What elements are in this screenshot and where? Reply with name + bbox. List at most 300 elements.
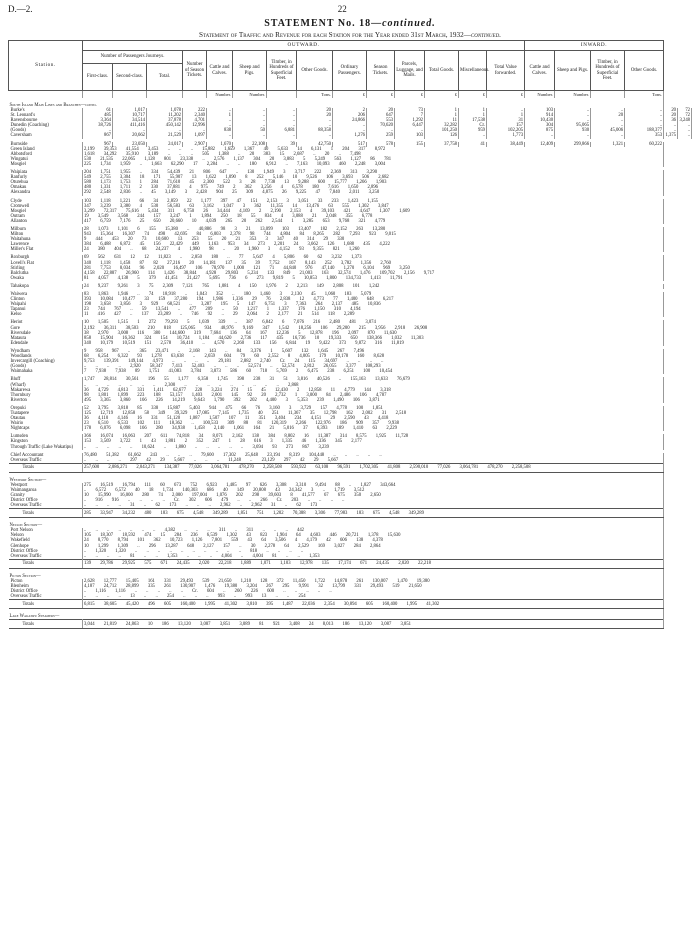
table-cell-values: 23 744 767 .. 59 13,541 .. 477 209 .. 50 1,217 1 1,337 176 1,150 310 4,194 bbox=[83, 307, 664, 312]
station-name: Overseas Traffic bbox=[9, 554, 83, 560]
table-cell-values: 384 6,488 6,872 45 156 22,429 449 1,163 953 34 273 2,201 24 3,662 126 1,688 435 4,222 bbox=[83, 242, 664, 247]
table-cell: 38,449 bbox=[487, 142, 525, 147]
table-cell-values: .. .. .. .. 81 .. .. 1,353 .. .. .. 4,004 .. 4,004 81 .. .. 1,353 bbox=[83, 554, 664, 560]
table-cell: 3,248 bbox=[679, 118, 690, 124]
table-cell: 39 bbox=[267, 142, 297, 147]
section-heading: Picton Section— bbox=[9, 568, 664, 579]
table-cell: .. bbox=[664, 123, 678, 128]
traffic-revenue-table bbox=[8, 40, 692, 629]
table-cell: 647 bbox=[367, 113, 395, 118]
station-name: Orepuki bbox=[9, 406, 83, 411]
table-cell: 20 bbox=[367, 108, 395, 113]
table-cell-values: 125 12,719 12,858 58 349 39,329 17,085 7,145 1,735 40 251 11,367 35 12,798 162 2,002 31 2,518 bbox=[83, 411, 664, 416]
col-total-passengers: Total. bbox=[147, 64, 183, 91]
table-cell: 1 bbox=[487, 113, 525, 118]
table-cell: .. bbox=[367, 128, 395, 133]
station-name: Tapanui bbox=[9, 307, 83, 312]
table-cell: .. bbox=[487, 108, 525, 113]
station-name: Roxburgh bbox=[9, 255, 83, 260]
unit-label: Number. bbox=[207, 91, 233, 99]
table-cell: 34,514 bbox=[113, 118, 147, 123]
table-cell: 11 bbox=[425, 118, 459, 123]
table-cell: 12,996 bbox=[183, 123, 207, 128]
table-cell: 20 bbox=[297, 113, 333, 118]
station-name: Abbotsford bbox=[9, 152, 83, 157]
table-cell-values: 281 7,753 8,034 96 2,020 16,497 106 78,970 1,000 121 71 44,840 976 47,140 1,270 6,104 969 3,250 bbox=[83, 266, 664, 271]
table-cell-values: 81 4,057 4,138 5 379 41,451 21,427 5,695 736 6 273 9,819 5 10,853 1,800 134,733 1,413 11,791 bbox=[83, 276, 664, 281]
unit-label: £ bbox=[487, 91, 525, 99]
station-name: Oturehua bbox=[9, 180, 83, 185]
table-cell: .. bbox=[113, 128, 147, 133]
col-sheep: Sheep and Pigs. bbox=[233, 51, 267, 91]
table-cell: 10,430 bbox=[525, 118, 555, 123]
table-cell: 6,447 bbox=[395, 123, 425, 128]
table-cell-values: 36 4,729 4,813 331 1,411 62,677 228 3,224 274 15 45 12,430 2 12,858 11 4,779 144 3,318 bbox=[83, 388, 664, 393]
station-name: Overseas Traffic bbox=[9, 503, 83, 509]
table-cell: 304 bbox=[525, 123, 555, 128]
table-cell: .. bbox=[297, 123, 333, 128]
section-heading: Westport Section— bbox=[9, 472, 664, 483]
station-name: Omakau bbox=[9, 185, 83, 190]
table-cell: 50 bbox=[233, 128, 267, 133]
table-cell: 3,364 bbox=[83, 118, 113, 123]
table-cell: 12,409 bbox=[525, 142, 555, 147]
table-cell: .. bbox=[233, 133, 267, 138]
table-cell-values: .. 1,320 1,320 .. .. .. .. .. .. .. .. .. .. 818 .. .. .. .. bbox=[83, 549, 664, 554]
station-name: Caversham bbox=[9, 133, 83, 138]
table-cell: .. bbox=[267, 118, 297, 123]
table-cell-values: 858 15,904 16,362 324 154 10,724 1,184 44,620 2,736 117 435 16,736 10 19,333 650 138,366 1,032 11,303 bbox=[83, 336, 664, 341]
table-cell-values: 257,600 2,086,271 2,043,271 134,387 77,026 3,064,781 478,270 2,258,508 593,922 63,108 96,591 1,702,305 41,808 2,590,010 77,026 3,064,781 478,270 2,258,508 bbox=[83, 463, 664, 472]
table-cell-values: 52 3,795 3,818 85 338 15,887 5,403 944 475 66 76 3,160 3 3,729 157 4,778 100 1,851 bbox=[83, 406, 664, 411]
table-cell: 1,292 bbox=[395, 118, 425, 123]
table-cell: 155 bbox=[395, 142, 425, 147]
table-cell: .. bbox=[233, 118, 267, 123]
table-cell: 450,142 bbox=[147, 123, 183, 128]
station-name: Lawrence bbox=[9, 242, 83, 247]
table-cell: 21,529 bbox=[147, 133, 183, 138]
table-cell: 70,620 bbox=[367, 123, 395, 128]
table-cell-values: 285 33,947 34,232 480 183 675 4,548 349,289 1,851 751 1,202 70,388 3,306 77,983 183 675 4,548 349,289 bbox=[83, 509, 664, 518]
table-cell-values: .. .. .. .. 2,920 58,347 7,413 52,403 .. .. .. 52,574 .. 52,574 2,812 26,055 3,377 108,293 bbox=[83, 364, 664, 369]
table-cell: 72 bbox=[678, 108, 692, 113]
station-name: Kingston bbox=[9, 439, 83, 444]
table-cell-values: 417 6,759 7,176 25 650 20,660 10 4,039 265 20 262 2,544 1 3,285 653 9,768 321 4,779 bbox=[83, 219, 664, 224]
table-cell-values: 178 6,076 6,098 166 280 34,938 1,458 2,140 1,061 164 21 5,016 37 6,393 189 1,410 63 2,229 bbox=[83, 426, 664, 431]
page-header bbox=[8, 4, 692, 16]
station-name: Owaka bbox=[9, 276, 83, 281]
station-name: Wyndham bbox=[9, 349, 83, 354]
section-heading: South Island Main Lines and Branches—contd. bbox=[9, 98, 664, 108]
table-cell: 20 bbox=[591, 113, 625, 118]
station-name: Alexandra bbox=[9, 190, 83, 195]
station-name: Balclutha bbox=[9, 271, 83, 276]
table-cell: 20,662 bbox=[113, 133, 147, 138]
table-cell-values: 4,187 24,712 28,899 335 261 130,907 1,476 19,380 3,204 267 295 9,991 32 13,799 331 29,493 519 21,650 bbox=[83, 584, 664, 589]
section-heading: Nelson Section— bbox=[9, 518, 664, 529]
table-cell: .. bbox=[625, 123, 664, 128]
table-cell-values: 6,815 38,605 45,420 496 605 160,400 1,995 41,302 3,810 395 1,487 22,036 2,354 30,894 605 160,400 1,995 41,302 bbox=[83, 600, 664, 609]
table-cell: 353 bbox=[625, 133, 664, 138]
table-cell: 95,065 bbox=[555, 123, 591, 128]
station-name: Lovell's Flat bbox=[9, 261, 83, 266]
station-name: St. Leonard's bbox=[9, 113, 83, 118]
table-cell: 10,717 bbox=[113, 113, 147, 118]
table-cell: .. bbox=[267, 108, 297, 113]
table-cell: 1,078 bbox=[147, 108, 183, 113]
table-cell: 2 bbox=[333, 108, 367, 113]
table-cell: .. bbox=[297, 133, 333, 138]
station-name: District Office bbox=[9, 498, 83, 503]
station-name: Mataura bbox=[9, 336, 83, 341]
unit-label: Tons. bbox=[297, 91, 333, 99]
station-name: Invercargill (Coaching) bbox=[9, 359, 83, 364]
table-cell-values: 4,158 22,887 26,960 114 1,426 38,844 4,928 29,803 5,234 133 849 21,003 163 32,574 1,476 109,702 2,156 9,717 bbox=[83, 271, 664, 276]
table-cell-values: .. .. .. .. .. 10,624 .. 1,880 .. .. .. .. .. 3,694 93 273 867 3,239 bbox=[83, 445, 664, 450]
table-cell: .. bbox=[625, 108, 664, 113]
station-name: Heriot bbox=[9, 320, 83, 325]
col-ordinary-passengers: Ordinary Passengers. bbox=[333, 51, 367, 91]
unit-label: £ bbox=[459, 91, 487, 99]
table-cell: 1 bbox=[207, 113, 233, 118]
station-name: Glenhope bbox=[9, 544, 83, 549]
table-cell: 37,878 bbox=[147, 118, 183, 123]
table-cell: .. bbox=[591, 123, 625, 128]
station-name: Miller's Flat bbox=[9, 247, 83, 252]
table-cell: 36 bbox=[664, 118, 678, 123]
table-cell-values: 68 6,254 6,322 93 1,278 63,638 .. 2,659 604 79 60 2,552 8 4,005 179 10,178 160 8,628 bbox=[83, 354, 664, 359]
station-name: Ranfurly bbox=[9, 175, 83, 180]
table-cell: .. bbox=[395, 128, 425, 133]
table-cell: 103 bbox=[395, 133, 425, 138]
station-name: Bluff bbox=[9, 377, 83, 382]
unit-label: £ bbox=[333, 91, 367, 99]
table-cell: 11,202 bbox=[147, 113, 183, 118]
table-cell: 103 bbox=[525, 108, 555, 113]
table-cell: .. bbox=[625, 118, 664, 123]
table-cell: 959 bbox=[459, 128, 487, 133]
table-cell: .. bbox=[207, 118, 233, 123]
totals-label: Totals bbox=[9, 620, 83, 629]
table-cell: Cr. bbox=[459, 123, 487, 128]
station-name: Blenheim bbox=[9, 584, 83, 589]
col-first-class: First-class. bbox=[83, 64, 113, 91]
statement-subtitle bbox=[8, 30, 692, 40]
unit-label: Number. bbox=[233, 91, 267, 99]
table-cell-values: 24 8,770 8,794 101 362 10,723 1,126 7,801 559 43 64 3,506 4 4,179 42 606 138 4,378 bbox=[83, 538, 664, 543]
table-cell: .. bbox=[207, 108, 233, 113]
table-cell: .. bbox=[664, 128, 678, 133]
station-name: Woodlands bbox=[9, 354, 83, 359]
table-cell-values: 225 1,734 1,959 .. 1,663 62,290 17 2,284 .. .. 180 6,912 .. 7,163 10,093 460 2,248 3,004 bbox=[83, 162, 664, 167]
table-cell-values: 530 21,535 22,065 1,128 801 23,338 .. 2,576 1,137 304 20 3,883 5 5,249 563 1,127 86 781 bbox=[83, 157, 664, 162]
table-cell: 517 bbox=[333, 142, 367, 147]
table-cell: 2,907 bbox=[183, 142, 207, 147]
table-cell-values: 24 9,237 9,261 3 75 2,309 7,121 765 1,081 4 150 1,976 2 2,213 149 2,808 101 1,242 bbox=[83, 284, 664, 289]
table-cell: 6,881 bbox=[267, 128, 297, 133]
station-name: Overseas Traffic bbox=[9, 594, 83, 600]
table-cell: .. bbox=[233, 123, 267, 128]
col-timber: Timber, in Hundreds of Superficial Feet. bbox=[267, 51, 297, 91]
station-name: Cromwell bbox=[9, 204, 83, 209]
table-cell-values: 98 1,801 1,899 223 108 53,157 1,403 2,001 145 92 20 2,732 1 3,000 84 2,486 106 4,787 bbox=[83, 393, 664, 398]
table-cell: .. bbox=[591, 118, 625, 123]
table-cell: 578 bbox=[367, 142, 395, 147]
table-cell-values: .. 1,116 1,116 .. .. .. .. .. Cr. 604 .. 260 226 600 .. .. .. .. .. bbox=[83, 589, 664, 594]
table-cell: .. bbox=[459, 133, 487, 138]
table-cell: 1 bbox=[459, 108, 487, 113]
station-name: Green Island bbox=[9, 147, 83, 152]
station-name: (Goods) bbox=[9, 364, 83, 369]
station-name: Riverton bbox=[9, 398, 83, 403]
station-name: Edendale bbox=[9, 341, 83, 346]
table-cell: 4,701 bbox=[183, 118, 207, 123]
col-station: Station. bbox=[9, 41, 83, 91]
table-cell: 838 bbox=[207, 128, 233, 133]
col-second-class: Second-class. bbox=[113, 64, 147, 91]
table-cell: 32,282 bbox=[425, 123, 459, 128]
table-cell-values: 105 18,307 18,592 474 15 284 236 6,539 1,302 43 823 1,904 64 4,603 446 20,721 1,378 15,630 bbox=[83, 533, 664, 538]
table-cell: .. bbox=[83, 128, 113, 133]
table-cell-values: 19 3,549 3,568 244 157 3,247 1 1,894 250 18 55 834 4 3,088 21 2,048 355 6,778 bbox=[83, 214, 664, 219]
table-cell: 60,222 bbox=[625, 142, 664, 147]
station-name: Kelso bbox=[9, 312, 83, 317]
section-heading-row bbox=[9, 609, 692, 620]
table-cell-values: 7 7,938 7,938 89 1,751 41,083 3,784 3,873 586 60 718 5,769 2 6,475 238 6,251 100 10,454 bbox=[83, 369, 664, 374]
col-cattle: Cattle and Calves. bbox=[207, 51, 233, 91]
table-cell: 1,097 bbox=[183, 133, 207, 138]
totals-label: Totals bbox=[9, 600, 83, 609]
table-cell-values: 2,628 12,777 15,405 161 331 29,493 539 21,650 1,210 128 372 11,450 1,722 14,878 261 130,007 1,470 19,380 bbox=[83, 579, 664, 584]
table-cell: 967 bbox=[83, 142, 113, 147]
table-cell: 1,321 bbox=[591, 142, 625, 147]
table-cell: .. bbox=[267, 113, 297, 118]
table-cell-values: .. 6,572 6,572 40 18 1,734 140,303 686 40 149 20,808 43 24,342 3 .. 1,719 3,512 bbox=[83, 488, 664, 493]
table-cell-values: 9 444 453 20 73 10,600 13 253 55 20 21 353 3 347 40 314 29 330 bbox=[83, 237, 664, 242]
table-cell-values: .. .. .. .. .. .. .. 2,300 .. .. .. .. .. .. .. .. .. 2,868 bbox=[83, 383, 664, 388]
col-passengers-group: Number of Passengers Journeys. bbox=[83, 51, 183, 64]
col-other-goods: Other Goods. bbox=[297, 51, 333, 91]
col-total-goods: Total Goods. bbox=[425, 51, 459, 91]
table-cell: 7 bbox=[395, 113, 425, 118]
col-total-forwarded: Total Value forwarded. bbox=[487, 51, 525, 91]
station-name: Waiwera bbox=[9, 292, 83, 297]
table-cell-values: .. .. .. .. 31 .. 62 173 .. .. .. 2,962 .. 2,962 31 .. 62 173 bbox=[83, 503, 664, 509]
station-name: Nightcaps bbox=[9, 426, 83, 431]
table-cell: 24,866 bbox=[333, 118, 367, 123]
table-cell-values: .. .. .. .. 297 42 29 5,667 .. .. .. 11,248 .. 23,129 297 42 29 5,667 bbox=[83, 458, 664, 464]
table-cell: 20 bbox=[664, 113, 678, 118]
table-cell: .. bbox=[678, 128, 692, 133]
station-name: Burke's bbox=[9, 108, 83, 113]
station-name: Riversdale bbox=[9, 331, 83, 336]
unit-label: Number. bbox=[555, 91, 591, 99]
totals-row bbox=[9, 600, 692, 609]
station-name: District Office bbox=[9, 589, 83, 594]
station-name: Mosgiel bbox=[9, 162, 83, 167]
table-cell: 553 bbox=[367, 118, 395, 123]
unit-label: £ bbox=[425, 91, 459, 99]
station-name: Milton bbox=[9, 232, 83, 237]
station-name: Burnside bbox=[9, 142, 83, 147]
table-cell: .. bbox=[678, 133, 692, 138]
table-cell-values: 2,192 36,311 38,503 210 818 125,065 934 48,976 9,169 347 1,542 18,256 106 29,200 215 3,956 2,918 26,908 bbox=[83, 326, 664, 331]
station-name: District Office bbox=[9, 549, 83, 554]
table-cell: 875 bbox=[525, 128, 555, 133]
table-cell-values: 83 1,863 1,946 .. 74 18,918 .. 1,043 352 .. 180 1,460 3 2,130 45 1,060 183 5,079 bbox=[83, 292, 664, 297]
table-cell: 1 bbox=[459, 113, 487, 118]
station-name: Ravensbourne bbox=[9, 118, 83, 123]
table-cell-values: 340 1,118 1,458 87 82 27,216 20 14,181 137 35 39 7,752 167 8,143 252 3,782 1,356 2,760 bbox=[83, 261, 664, 266]
section-heading-row bbox=[9, 518, 692, 529]
station-name: Waitahuna bbox=[9, 237, 83, 242]
table-cell: .. bbox=[591, 133, 625, 138]
station-name: (Goods) bbox=[9, 128, 83, 133]
inward-group-header: INWARD. bbox=[525, 41, 664, 51]
table-cell-values: 103 1,118 1,221 66 34 2,859 22 1,177 397 47 151 2,153 3 3,051 33 233 1,423 1,155 bbox=[83, 199, 664, 204]
table-cell: .. bbox=[555, 108, 591, 113]
table-cell: 1,670 bbox=[207, 142, 233, 147]
station-name: Overseas Traffic bbox=[9, 458, 83, 464]
table-cell: 38,726 bbox=[83, 123, 113, 128]
col-season-tickets: Number of Season Tickets. bbox=[183, 51, 207, 91]
table-cell: .. bbox=[207, 123, 233, 128]
table-cell: 17,538 bbox=[459, 118, 487, 123]
table-cell: .. bbox=[267, 133, 297, 138]
table-cell: 20 bbox=[664, 108, 678, 113]
table-cell-values: 347 3,239 3,380 4 530 56,583 63 3,162 1,047 3 362 11,355 14 13,476 63 555 1,302 3,847 bbox=[83, 204, 664, 209]
station-name: Waimangaroa bbox=[9, 488, 83, 493]
table-cell: 24,017 bbox=[147, 142, 183, 147]
table-cell: 299,866 bbox=[555, 142, 591, 147]
table-cell: 45,006 bbox=[591, 128, 625, 133]
title-text: STATEMENT No. 18— bbox=[264, 18, 383, 29]
section-heading-row bbox=[9, 472, 692, 483]
station-name: Nelson bbox=[9, 533, 83, 538]
station-name: Waimahaka bbox=[9, 369, 83, 374]
station-name: Westport bbox=[9, 483, 83, 488]
title-suffix: continued. bbox=[382, 18, 436, 29]
table-cell: 126 bbox=[425, 133, 459, 138]
units-row bbox=[9, 91, 692, 99]
col-season-revenue: Season Tickets. bbox=[367, 51, 395, 91]
col-in-sheep: Sheep and Pigs. bbox=[555, 51, 591, 91]
table-cell-values: 480 1,331 1,711 2 330 37,881 4 975 749 2 362 3,256 4 6,578 180 7,616 1,650 2,896 bbox=[83, 185, 664, 190]
col-miscellaneous: Miscellaneous. bbox=[459, 51, 487, 91]
unit-label: £ bbox=[395, 91, 425, 99]
station-name: Through Traffic (Lake Wakatipu) bbox=[9, 445, 83, 450]
table-cell-values: 1,747 28,814 30,561 196 55 1,177 6,358 1,745 398 238 31 51 3,816 40,526 .. 155,163 13,633 76,679 bbox=[83, 377, 664, 382]
table-cell: 73 bbox=[395, 108, 425, 113]
table-cell-values: 549 2,755 3,304 18 171 55,907 13 1,622 1,090 8 252 5,146 10 9,526 106 3,693 506 2,682 bbox=[83, 175, 664, 180]
col-parcels: Parcels, Luggage, and Mails. bbox=[395, 51, 425, 91]
station-name: Makarewa bbox=[9, 388, 83, 393]
station-name: Waipiata bbox=[9, 170, 83, 175]
table-cell-values: 69 562 631 12 12 11,823 .. 2,850 180 .. 77 5,647 4 5,806 60 62 3,232 1,373 bbox=[83, 255, 664, 260]
station-name: Outram bbox=[9, 214, 83, 219]
table-cell: .. bbox=[183, 128, 207, 133]
table-cell: .. bbox=[267, 123, 297, 128]
station-name: Clyde bbox=[9, 199, 83, 204]
station-name: Lumsden bbox=[9, 434, 83, 439]
table-cell: 61 bbox=[83, 108, 113, 113]
totals-label: Totals bbox=[9, 463, 83, 472]
station-name: Mosgiel bbox=[9, 209, 83, 214]
table-cell: 2,340 bbox=[183, 113, 207, 118]
table-cell: .. bbox=[625, 113, 664, 118]
table-cell-values: 366 16,074 16,063 207 611 74,818 34 8,071 2,162 138 384 8,802 16 11,387 314 8,575 1,925 11,728 bbox=[83, 434, 664, 439]
table-cell-values: 198 3,658 3,856 3 929 68,521 .. 3,287 195 5 147 6,751 3 7,363 264 2,137 485 10,836 bbox=[83, 302, 664, 307]
totals-label: Totals bbox=[9, 559, 83, 568]
station-name: Wakefield bbox=[9, 538, 83, 543]
station-name: Chief Accountant bbox=[9, 453, 83, 458]
station-name: Otautau bbox=[9, 416, 83, 421]
table-cell: .. bbox=[333, 123, 367, 128]
station-name: Tahakopa bbox=[9, 284, 83, 289]
station-name: Granity bbox=[9, 493, 83, 498]
subtitle-text: Statement of Traffic and Revenue for each Station for the Year ended 31st March, 1932— bbox=[198, 31, 471, 39]
document-ref: D.—2. bbox=[8, 4, 33, 14]
table-cell: .. bbox=[678, 123, 692, 128]
table-cell: 188,377 bbox=[625, 128, 664, 133]
station-name: Clinton bbox=[9, 297, 83, 302]
table-cell: 102,205 bbox=[487, 128, 525, 133]
table-cell: 88,358 bbox=[297, 128, 333, 133]
table-cell: 1,773 bbox=[487, 133, 525, 138]
table-cell-values: 10 15,990 16,000 280 74 2,000 197,004 1,076 202 298 39,603 8 41,577 67 675 350 2,650 bbox=[83, 493, 664, 498]
station-name: Stirling bbox=[9, 266, 83, 271]
col-in-cattle: Cattle and Calves. bbox=[525, 51, 555, 91]
table-cell: 1 bbox=[425, 108, 459, 113]
table-cell: 914 bbox=[525, 113, 555, 118]
table-cell-values: 3,044 21,819 24,863 10 186 13,120 3,087 3,851 3,089 81 921 3,408 24 8,013 186 13,120 3,087 3,851 bbox=[83, 620, 664, 629]
section-heading: Lake Wakatipu Steamers— bbox=[9, 609, 664, 620]
col-in-timber: Timber, in Hundreds of Superficial Feet. bbox=[591, 51, 625, 91]
page-number: 22 bbox=[337, 4, 347, 14]
station-name: Dunedin (Coaching) bbox=[9, 123, 83, 128]
subtitle-suffix: continued. bbox=[470, 31, 502, 39]
station-name: Thornbury bbox=[9, 393, 83, 398]
table-cell: .. bbox=[555, 113, 591, 118]
col-in-goods: Other Goods. bbox=[625, 51, 664, 91]
table-cell: .. bbox=[147, 128, 183, 133]
station-name: Gore bbox=[9, 326, 83, 331]
table-cell-values: 943 15,364 16,307 74 498 42,695 84 6,003 2,378 98 744 4,804 84 8,265 282 7,293 923 9,015 bbox=[83, 232, 664, 237]
table-cell: 1,375 bbox=[665, 133, 677, 139]
totals-row bbox=[9, 509, 692, 518]
table-cell: .. bbox=[207, 133, 233, 138]
station-name: Wairio bbox=[9, 421, 83, 426]
totals-row bbox=[9, 463, 692, 472]
table-cell: 22,108 bbox=[233, 142, 267, 147]
table-cell-values: 292 2,548 2,836 .. 45 3,149 3 2,428 904 25 309 4,875 26 9,225 47 7,840 2,011 3,250 bbox=[83, 190, 664, 195]
statement-title bbox=[8, 18, 692, 30]
table-cell: .. bbox=[333, 128, 367, 133]
table-cell-values: .. .. .. .. .. .. .. 4,382 .. .. .. 311 .. 311 .. .. .. 442 bbox=[83, 528, 664, 533]
table-cell-values: 24 380 404 .. 68 24,237 4 1,980 98 .. 20 1,960 3 4,152 93 9,355 821 1,260 bbox=[83, 247, 664, 252]
table-cell: 1 bbox=[425, 113, 459, 118]
table-cell-values: 76,480 51,382 61,662 243 .. .. .. 79,600 17,302 25,648 23,194 8,319 104,448 .. .. .. .. .. bbox=[83, 453, 664, 458]
table-cell: .. bbox=[233, 113, 267, 118]
table-cell: 23,050 bbox=[113, 142, 147, 147]
station-name: (Wharf) bbox=[9, 383, 83, 388]
totals-label: Totals bbox=[9, 509, 83, 518]
totals-row bbox=[9, 620, 692, 629]
section-heading-row bbox=[9, 98, 692, 108]
table-cell-values: 204 1,751 1,955 .. 334 54,439 21 806 647 .. 130 1,949 3 3,717 222 2,369 313 3,290 bbox=[83, 170, 664, 175]
station-name: Wingatui bbox=[9, 157, 83, 162]
table-cell: 1,276 bbox=[333, 133, 367, 138]
